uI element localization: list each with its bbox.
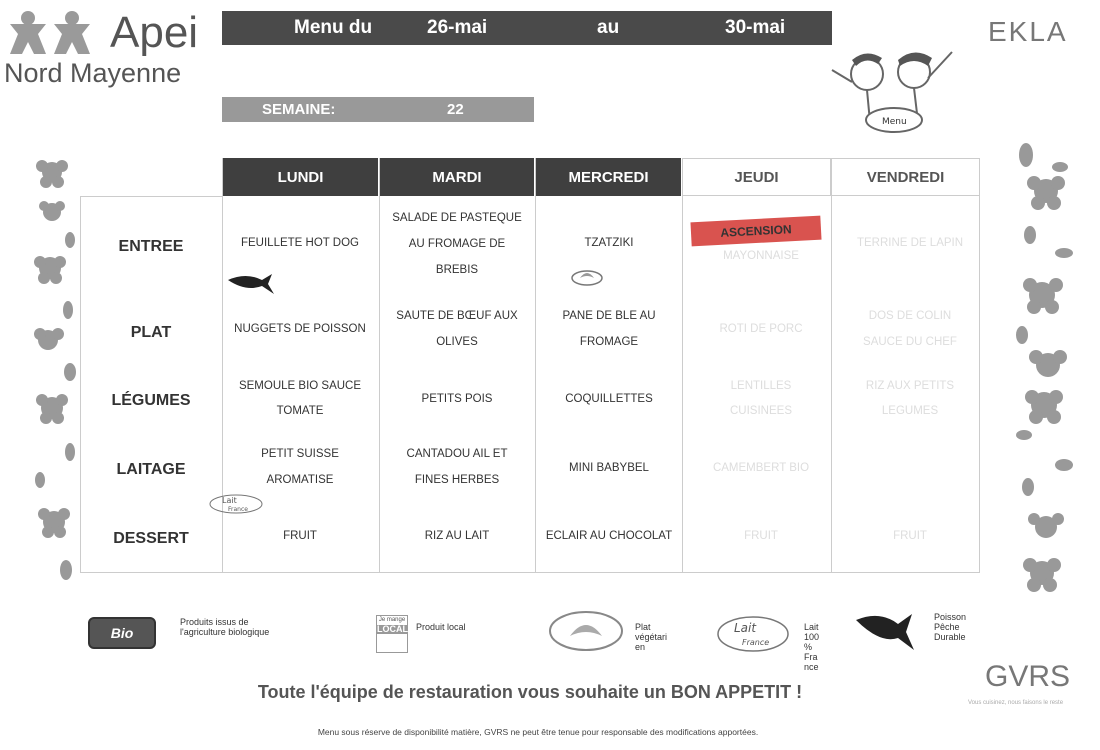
legend-poisson bbox=[934, 612, 966, 642]
menu-item: ECLAIR AU CHOCOLAT bbox=[545, 530, 673, 542]
fish-icon bbox=[226, 270, 276, 296]
menu-label: Menu du bbox=[294, 17, 373, 38]
menu-item: COQUILLETTES bbox=[565, 393, 653, 405]
lait-badge-text: Lait bbox=[222, 496, 237, 505]
menu-item: PETIT SUISSE bbox=[261, 448, 339, 460]
brand-name: Apei bbox=[110, 8, 199, 57]
holiday-badge: ASCENSION bbox=[690, 216, 821, 247]
menu-item: TOMATE bbox=[276, 405, 324, 417]
menu-item: RIZ AU LAIT bbox=[424, 530, 490, 542]
lait-legend-badge-text: Lait bbox=[734, 621, 757, 635]
menu-item: RIZ AUX PETITS bbox=[865, 380, 955, 392]
menu-item: AU FROMAGE DE bbox=[408, 238, 506, 250]
menu-item: SAUCE DU CHEF bbox=[863, 336, 957, 348]
left-flower-border-icon bbox=[28, 150, 80, 590]
week-bar bbox=[222, 97, 534, 122]
kids-sign: Menu bbox=[882, 117, 907, 127]
brand-subtitle: Nord Mayenne bbox=[4, 58, 182, 88]
menu-item: TERRINE DE LAPIN bbox=[856, 237, 964, 249]
category-legumes: LÉGUMES bbox=[111, 392, 191, 409]
menu-item: DOS DE COLIN bbox=[868, 310, 952, 322]
menu-item: FEUILLETE HOT DOG bbox=[240, 237, 359, 249]
legend-vege-2: végétari bbox=[635, 632, 668, 642]
legend-lait bbox=[804, 622, 819, 672]
legend-vege-1: Plat bbox=[635, 622, 651, 632]
legend-local: Produit local bbox=[416, 622, 466, 632]
start-date: 26-mai bbox=[427, 17, 488, 38]
menu-item: LENTILLES bbox=[730, 380, 792, 392]
menu-item: FRUIT bbox=[283, 530, 317, 542]
right-flower-border-icon bbox=[1008, 135, 1084, 605]
legend-lait-3: % bbox=[804, 642, 813, 652]
menu-item: PANE DE BLE AU bbox=[562, 310, 656, 322]
menu-item: CANTADOU AIL ET bbox=[406, 448, 508, 460]
menu-item: ROTI DE PORC bbox=[719, 323, 803, 335]
local-badge-top: Je mange bbox=[378, 617, 406, 623]
menu-item: LEGUMES bbox=[881, 405, 939, 417]
menu-item: SAUTE DE BŒUF AUX bbox=[396, 310, 518, 322]
legend-lait-5: nce bbox=[804, 662, 819, 672]
vegetarian-legend-icon bbox=[548, 610, 624, 652]
category-entree: ENTREE bbox=[118, 238, 184, 255]
end-date: 30-mai bbox=[725, 17, 786, 38]
legend-lait-2: 100 bbox=[804, 632, 820, 642]
fish-legend-icon bbox=[854, 608, 916, 654]
menu-item: CAMEMBERT BIO bbox=[712, 462, 810, 474]
menu-item: PETITS POIS bbox=[421, 393, 493, 405]
bio-badge: Bio bbox=[88, 617, 156, 649]
day-header-vendredi: VENDREDI bbox=[832, 158, 980, 196]
menu-item: FRUIT bbox=[893, 530, 927, 542]
week-number: 22 bbox=[447, 101, 464, 118]
menu-item: MAYONNAISE bbox=[723, 250, 799, 262]
kids-illustration-icon bbox=[822, 42, 972, 150]
menu-date-bar bbox=[222, 11, 832, 45]
apei-logo-icon bbox=[6, 10, 98, 56]
gvrs-logo: GVRS bbox=[985, 660, 1071, 693]
menu-item: BREBIS bbox=[435, 264, 479, 276]
bon-appetit-message: Toute l'équipe de restauration vous souhaite un BON APPETIT ! bbox=[257, 682, 803, 702]
day-header-jeudi: JEUDI bbox=[683, 158, 831, 196]
menu-item: FINES HERBES bbox=[414, 474, 500, 486]
local-badge-main: LOCAL bbox=[377, 624, 408, 634]
lait-france-icon bbox=[208, 493, 264, 515]
vegetarian-icon bbox=[570, 266, 604, 286]
legend-poisson-2: Pêche bbox=[934, 622, 960, 632]
legend-lait-4: Fra bbox=[804, 652, 818, 662]
day-header-mercredi: MERCREDI bbox=[536, 158, 682, 196]
legend-poisson-3: Durable bbox=[934, 632, 966, 642]
menu-item: MINI BABYBEL bbox=[569, 462, 649, 474]
ekla-logo: EKLA bbox=[988, 16, 1068, 47]
lait-legend-badge-subtext: France bbox=[742, 638, 770, 647]
menu-item: AROMATISE bbox=[266, 474, 334, 486]
menu-item: FROMAGE bbox=[579, 336, 639, 348]
legend-poisson-1: Poisson bbox=[934, 612, 967, 622]
legend-vege-3: en bbox=[635, 642, 646, 652]
lait-badge-subtext: France bbox=[228, 506, 248, 513]
category-laitage: LAITAGE bbox=[116, 461, 186, 478]
day-header-mardi: MARDI bbox=[380, 158, 535, 196]
category-plat: PLAT bbox=[130, 324, 172, 341]
menu-item: OLIVES bbox=[436, 336, 478, 348]
legend-vege bbox=[635, 622, 667, 652]
category-dessert: DESSERT bbox=[113, 530, 189, 547]
menu-item: CUISINEES bbox=[730, 405, 792, 417]
menu-item: TZATZIKI bbox=[584, 237, 634, 249]
menu-item: FRUIT bbox=[744, 530, 778, 542]
footnote: Menu sous réserve de disponibilité matière, GVRS ne peut être tenue pour responsable des modifications apportées. bbox=[317, 727, 759, 737]
legend-bio: Produits issus de l'agriculture biologique bbox=[180, 617, 270, 637]
lait-france-legend-icon bbox=[716, 614, 790, 654]
menu-item: NUGGETS DE POISSON bbox=[234, 323, 366, 335]
local-badge bbox=[376, 615, 408, 653]
day-header-lundi: LUNDI bbox=[223, 158, 379, 196]
legend-lait-1: Lait bbox=[804, 622, 819, 632]
menu-item: SEMOULE BIO SAUCE bbox=[238, 380, 362, 392]
to-label: au bbox=[597, 17, 620, 38]
week-label: SEMAINE: bbox=[262, 101, 336, 118]
menu-item: SALADE DE PASTEQUE bbox=[392, 212, 522, 224]
gvrs-tagline: Vous cuisinez, nous faisons le reste bbox=[968, 700, 1064, 706]
